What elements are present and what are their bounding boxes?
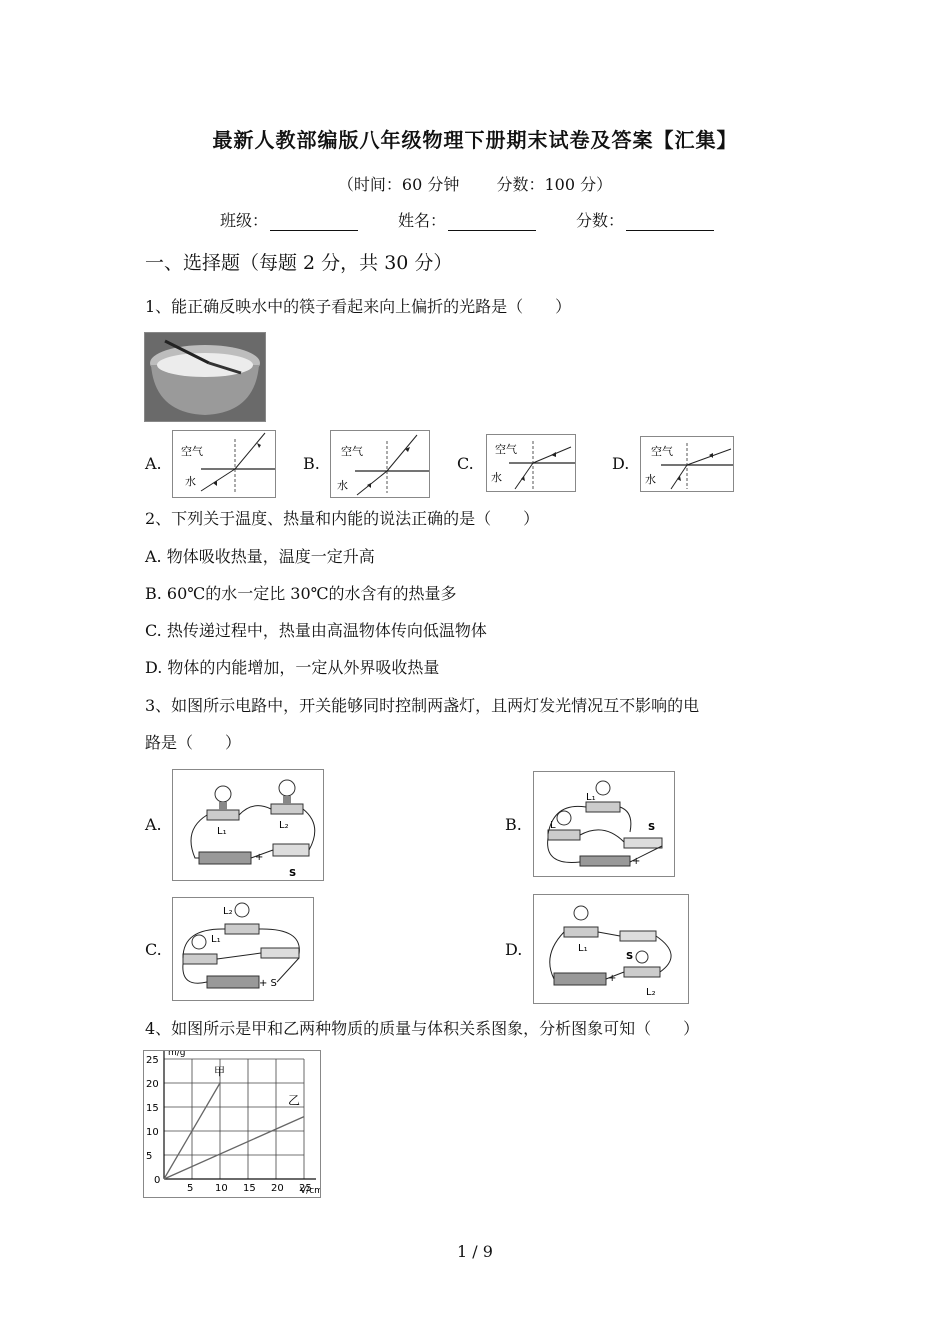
q2-option-d[interactable]: D. 物体的内能增加，一定从外界吸收热量: [145, 658, 440, 677]
bowl-chopsticks-photo: [144, 332, 266, 422]
svg-text:L₁: L₁: [578, 943, 588, 954]
question-3-line1: 3、如图所示电路中，开关能够同时控制两盏灯，且两灯发光情况互不影响的电: [145, 696, 700, 715]
q1-option-a-label[interactable]: A.: [145, 454, 162, 473]
svg-text:L₂: L₂: [279, 820, 289, 831]
score-blank[interactable]: [626, 212, 714, 231]
q3-option-a-label[interactable]: A.: [145, 815, 162, 834]
svg-text:L: L: [550, 820, 556, 831]
x-tick-label: 15: [243, 1183, 256, 1194]
svg-text:L₁: L₁: [211, 934, 221, 945]
svg-text:水: 水: [491, 471, 502, 484]
svg-text:L₂: L₂: [646, 987, 656, 998]
x-tick-label: 20: [271, 1183, 284, 1194]
q1-option-a-diagram[interactable]: [172, 430, 276, 498]
page-number: 1 / 9: [457, 1242, 493, 1261]
document-title: 最新人教部编版八年级物理下册期末试卷及答案【汇集】: [212, 128, 738, 152]
q1-option-c-diagram[interactable]: [486, 434, 576, 492]
air-label: 空气: [181, 445, 203, 458]
tick-label-origin: 0: [154, 1175, 161, 1186]
svg-text:L₁: L₁: [217, 826, 227, 837]
svg-text:空气: 空气: [651, 445, 673, 458]
x-tick-label: 25: [299, 1183, 312, 1194]
class-field: 班级：: [220, 208, 358, 231]
q1-option-b-diagram[interactable]: [330, 430, 430, 498]
q3-option-a-circuit[interactable]: [172, 769, 324, 881]
q2-option-c[interactable]: C. 热传递过程中，热量由高温物体传向低温物体: [145, 621, 487, 640]
svg-text:空气: 空气: [495, 443, 517, 456]
svg-text:+: +: [608, 973, 617, 984]
series-label: 乙: [288, 1093, 301, 1108]
q3-option-b-label[interactable]: B.: [505, 815, 522, 834]
y-tick-label: 25: [146, 1055, 159, 1066]
q1-option-c-label[interactable]: C.: [457, 454, 474, 473]
q2-option-a[interactable]: A. 物体吸收热量，温度一定升高: [145, 547, 375, 566]
q3-option-b-circuit[interactable]: [533, 771, 675, 877]
exam-time: （时间：60 分钟: [337, 175, 460, 194]
question-1: 1、能正确反映水中的筷子看起来向上偏折的光路是（ ）: [145, 297, 572, 316]
svg-text:空气: 空气: [341, 445, 363, 458]
svg-text:+: +: [632, 856, 641, 867]
x-axis-label: V/cm: [300, 1186, 320, 1196]
exam-info: [0, 172, 950, 195]
q3-option-d-circuit[interactable]: [533, 894, 689, 1004]
y-tick-label: 10: [146, 1127, 159, 1138]
question-3-line2: 路是（ ）: [145, 733, 242, 752]
svg-text:L₁: L₁: [586, 792, 596, 803]
svg-text:+ S: + S: [259, 978, 277, 989]
svg-text:S: S: [626, 951, 634, 962]
q3-option-d-label[interactable]: D.: [505, 940, 523, 959]
svg-text:L₂: L₂: [223, 906, 233, 917]
class-blank[interactable]: [270, 212, 358, 231]
chart-svg: [144, 1051, 320, 1197]
y-tick-label: 20: [146, 1079, 159, 1090]
score-field: 分数：: [576, 208, 714, 231]
y-tick-label: 5: [146, 1151, 153, 1162]
svg-text:S: S: [648, 822, 656, 833]
y-axis-label: m/g: [168, 1051, 186, 1058]
svg-text:水: 水: [645, 473, 656, 486]
series-label: 甲: [214, 1065, 225, 1078]
x-tick-label: 10: [215, 1183, 228, 1194]
svg-text:水: 水: [337, 479, 348, 492]
name-field: 姓名：: [398, 208, 536, 231]
section-heading: 一、选择题（每题 2 分，共 30 分）: [145, 252, 453, 274]
question-4: 4、如图所示是甲和乙两种物质的质量与体积关系图象，分析图象可知（ ）: [145, 1019, 700, 1038]
student-info-fields: [220, 208, 714, 231]
series-line: [164, 1117, 304, 1179]
q3-option-c-circuit[interactable]: [172, 897, 314, 1001]
exam-total-score: 分数：100 分）: [496, 175, 613, 194]
q2-option-b[interactable]: B. 60℃的水一定比 30℃的水含有的热量多: [145, 584, 457, 603]
q1-option-d-diagram[interactable]: [640, 436, 734, 492]
name-blank[interactable]: [448, 212, 536, 231]
y-tick-label: 15: [146, 1103, 159, 1114]
svg-text:+: +: [255, 852, 264, 863]
q1-option-d-label[interactable]: D.: [612, 454, 630, 473]
svg-text:S: S: [289, 868, 297, 879]
mass-volume-chart: [143, 1050, 321, 1198]
q1-option-b-label[interactable]: B.: [303, 454, 320, 473]
water-label: 水: [185, 475, 196, 488]
question-2: 2、下列关于温度、热量和内能的说法正确的是（ ）: [145, 509, 540, 528]
q3-option-c-label[interactable]: C.: [145, 940, 162, 959]
x-tick-label: 5: [187, 1183, 194, 1194]
